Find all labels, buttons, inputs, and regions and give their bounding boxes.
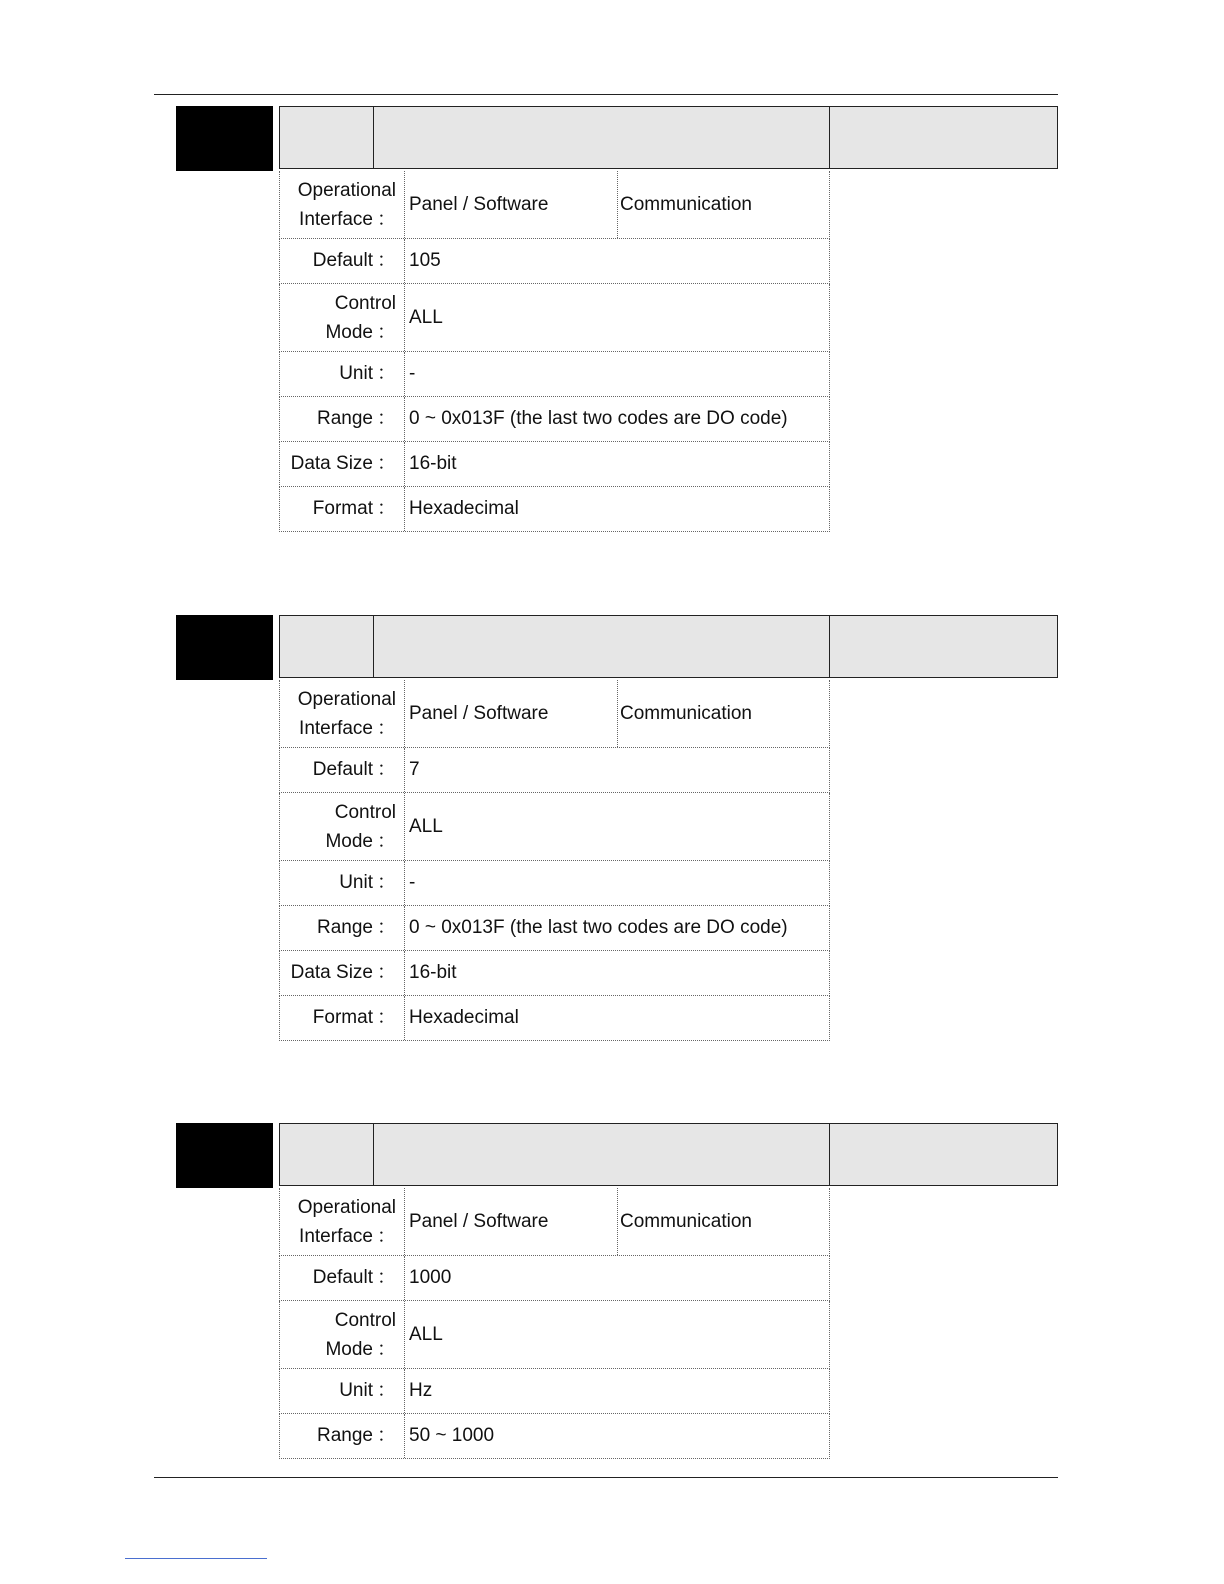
attribute-label (280, 748, 405, 792)
attribute-label-text: Format (312, 498, 373, 519)
attribute-label (280, 239, 405, 283)
label-colon: ： (376, 363, 396, 384)
attribute-value: Panel / Software (409, 193, 549, 215)
attribute-value: Hexadecimal (409, 498, 519, 519)
attribute-row (279, 680, 830, 748)
footer-link-line (125, 1558, 267, 1559)
attribute-value: Panel / Software (409, 702, 549, 724)
attribute-table (279, 171, 830, 532)
attribute-label-text: Mode (325, 830, 373, 852)
attribute-row (279, 397, 830, 442)
attribute-label (280, 1256, 405, 1300)
attribute-row (279, 748, 830, 793)
header-divider (373, 1124, 374, 1185)
attribute-row (279, 442, 830, 487)
attribute-row (279, 996, 830, 1041)
attribute-row (279, 951, 830, 996)
label-colon: ： (376, 1380, 396, 1401)
attribute-value: - (409, 363, 416, 384)
attribute-label (280, 352, 405, 396)
attribute-label-text: Interface (299, 208, 373, 230)
label-colon: ： (376, 830, 396, 852)
attribute-label-text: Unit (339, 363, 373, 384)
attribute-label (280, 1188, 405, 1255)
attribute-row (279, 171, 830, 239)
parameter-code-box (176, 1123, 273, 1188)
label-colon: ： (376, 208, 396, 230)
attribute-value-secondary: Communication (617, 680, 829, 747)
attribute-label-text: Operational (297, 1196, 396, 1218)
attribute-value: 105 (409, 250, 441, 271)
attribute-row (279, 1301, 830, 1369)
attribute-label-text: Format (312, 1007, 373, 1028)
attribute-value: Hz (409, 1380, 433, 1401)
header-divider (829, 1124, 830, 1185)
attribute-label-text: Mode (325, 1338, 373, 1360)
attribute-value: Panel / Software (409, 1210, 549, 1232)
attribute-label-text: Operational (297, 179, 396, 201)
attribute-table (279, 680, 830, 1041)
attribute-row (279, 1369, 830, 1414)
attribute-label (280, 680, 405, 747)
parameter-code-box (176, 106, 273, 171)
label-colon: ： (376, 250, 396, 271)
attribute-value: ALL (409, 306, 443, 328)
attribute-label-text: Data Size (290, 453, 373, 474)
header-divider (829, 616, 830, 677)
attribute-value: 16-bit (409, 453, 457, 474)
label-colon: ： (376, 1225, 396, 1247)
attribute-label (280, 1369, 405, 1413)
attribute-table (279, 1188, 830, 1459)
attribute-label (280, 861, 405, 905)
header-divider (373, 616, 374, 677)
attribute-label-text: Mode (325, 321, 373, 343)
attribute-label-text: Default (312, 1267, 373, 1288)
attribute-value: Hexadecimal (409, 1007, 519, 1028)
bottom-rule (154, 1477, 1058, 1478)
attribute-label-text: Control (334, 1309, 396, 1331)
top-rule (154, 94, 1058, 95)
attribute-value: 0 ~ 0x013F (the last two codes are DO code) (409, 917, 788, 938)
attribute-row (279, 906, 830, 951)
attribute-label-text: Control (334, 292, 396, 314)
attribute-row (279, 352, 830, 397)
attribute-label-text: Unit (339, 1380, 373, 1401)
parameter-header (279, 615, 1058, 678)
label-colon: ： (376, 1338, 396, 1360)
attribute-label (280, 1301, 405, 1368)
attribute-row (279, 861, 830, 906)
attribute-label-text: Range (316, 917, 373, 938)
label-colon: ： (376, 1007, 396, 1028)
attribute-row (279, 487, 830, 532)
attribute-value: ALL (409, 815, 443, 837)
attribute-value: 50 ~ 1000 (409, 1425, 495, 1446)
attribute-row (279, 284, 830, 352)
attribute-label-text: Range (316, 408, 373, 429)
attribute-row (279, 239, 830, 284)
attribute-label-text: Range (316, 1425, 373, 1446)
attribute-label (280, 284, 405, 351)
attribute-value: 16-bit (409, 962, 457, 983)
attribute-row (279, 793, 830, 861)
attribute-label (280, 171, 405, 238)
attribute-label-text: Unit (339, 872, 373, 893)
attribute-label (280, 487, 405, 531)
attribute-row (279, 1188, 830, 1256)
attribute-value: ALL (409, 1323, 443, 1345)
parameter-header (279, 1123, 1058, 1186)
attribute-label (280, 397, 405, 441)
label-colon: ： (376, 1425, 396, 1446)
attribute-label (280, 1414, 405, 1458)
attribute-label-text: Interface (299, 717, 373, 739)
attribute-value-secondary: Communication (617, 1188, 829, 1255)
attribute-value: 1000 (409, 1267, 452, 1288)
attribute-label (280, 996, 405, 1040)
label-colon: ： (376, 1267, 396, 1288)
attribute-value: 7 (409, 759, 420, 780)
label-colon: ： (376, 321, 396, 343)
attribute-row (279, 1256, 830, 1301)
label-colon: ： (376, 453, 396, 474)
attribute-label-text: Default (312, 759, 373, 780)
label-colon: ： (376, 759, 396, 780)
attribute-label (280, 951, 405, 995)
parameter-header (279, 106, 1058, 169)
attribute-label (280, 442, 405, 486)
attribute-label (280, 793, 405, 860)
label-colon: ： (376, 917, 396, 938)
label-colon: ： (376, 717, 396, 739)
attribute-label-text: Data Size (290, 962, 373, 983)
attribute-label-text: Interface (299, 1225, 373, 1247)
header-divider (829, 107, 830, 168)
label-colon: ： (376, 872, 396, 893)
attribute-row (279, 1414, 830, 1459)
attribute-label (280, 906, 405, 950)
attribute-label-text: Default (312, 250, 373, 271)
attribute-value: - (409, 872, 416, 893)
attribute-label-text: Control (334, 801, 396, 823)
label-colon: ： (376, 962, 396, 983)
attribute-value-secondary: Communication (617, 171, 829, 238)
attribute-label-text: Operational (297, 688, 396, 710)
header-divider (373, 107, 374, 168)
label-colon: ： (376, 408, 396, 429)
attribute-value: 0 ~ 0x013F (the last two codes are DO code) (409, 408, 788, 429)
label-colon: ： (376, 498, 396, 519)
parameter-code-box (176, 615, 273, 680)
